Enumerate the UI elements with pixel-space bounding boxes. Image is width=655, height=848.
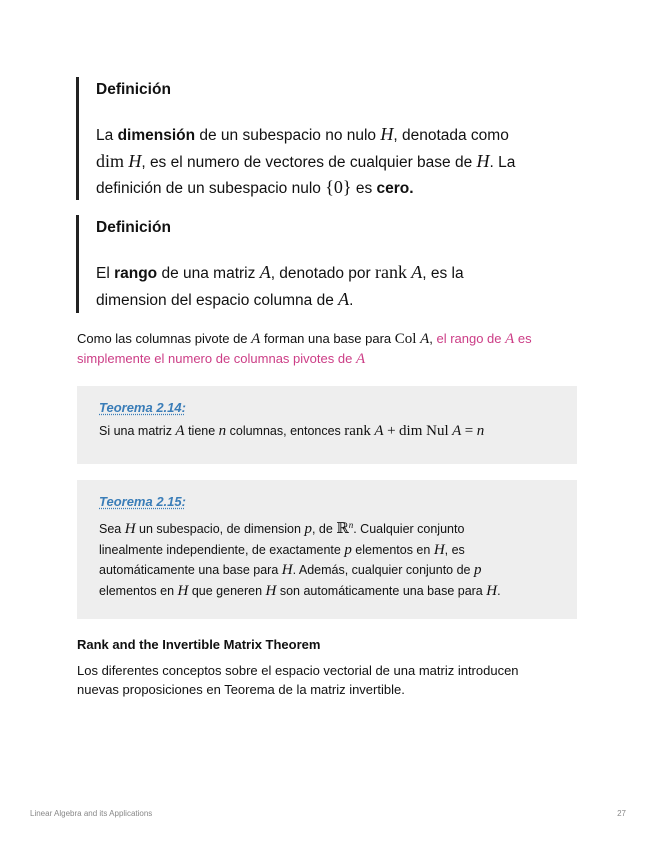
theorem-2-14 bbox=[77, 386, 577, 464]
section-heading: Rank and the Invertible Matrix Theorem bbox=[77, 637, 321, 652]
paragraph-line: nuevas proposiciones en Teorema de la matriz invertible. bbox=[77, 682, 405, 697]
theorem-line: elementos en H que generen H son automáticamente una base para H. bbox=[99, 582, 501, 599]
theorem-title: Teorema 2.14: bbox=[99, 400, 186, 415]
definition-body bbox=[96, 260, 576, 313]
theorem-body: Si una matriz A tiene n columnas, entonces rank A + dim Nul A = n bbox=[99, 423, 485, 439]
definition-line: definición de un subespacio nulo {0} es cero. bbox=[96, 177, 414, 197]
paragraph-line: Como las columnas pivote de A forman una base para Col A, el rango de A es bbox=[77, 331, 532, 347]
definition-rank bbox=[76, 215, 576, 313]
definition-line: La dimensión de un subespacio no nulo H, denotada como bbox=[96, 124, 509, 144]
definition-dimension bbox=[76, 77, 576, 200]
highlight-text: el rango de A es bbox=[436, 331, 532, 347]
definition-line: dim H, es el numero de vectores de cualquier base de H. La bbox=[96, 150, 516, 171]
theorem-line: Sea H un subespacio, de dimension p, de ℝ$^n$. Cualquier conjunto bbox=[99, 520, 465, 538]
definition-body bbox=[96, 122, 576, 202]
section-paragraph bbox=[77, 661, 577, 699]
definition-title: Definición bbox=[96, 219, 171, 236]
theorem-2-15 bbox=[77, 480, 577, 619]
theorem-title: Teorema 2.15: bbox=[99, 494, 186, 509]
theorem-body bbox=[99, 515, 555, 601]
theorem-line: automáticamente una base para H. Además, cualquier conjunto de p bbox=[99, 562, 482, 579]
definition-line: dimension del espacio columna de A. bbox=[96, 288, 354, 309]
paragraph-line: Los diferentes conceptos sobre el espacio vectorial de una matriz introducen bbox=[77, 663, 519, 678]
theorem-line: linealmente independiente, de exactamente p elementos en H, es bbox=[99, 541, 465, 558]
definition-line: El rango de una matriz A, denotado por rank A, es la bbox=[96, 262, 464, 282]
paragraph-line: simplemente el numero de columnas pivotes de A bbox=[77, 351, 366, 367]
definition-title: Definición bbox=[96, 81, 171, 98]
pivot-paragraph bbox=[77, 329, 577, 369]
page-number: 27 bbox=[617, 809, 626, 818]
footer-book-title: Linear Algebra and its Applications bbox=[30, 809, 153, 818]
